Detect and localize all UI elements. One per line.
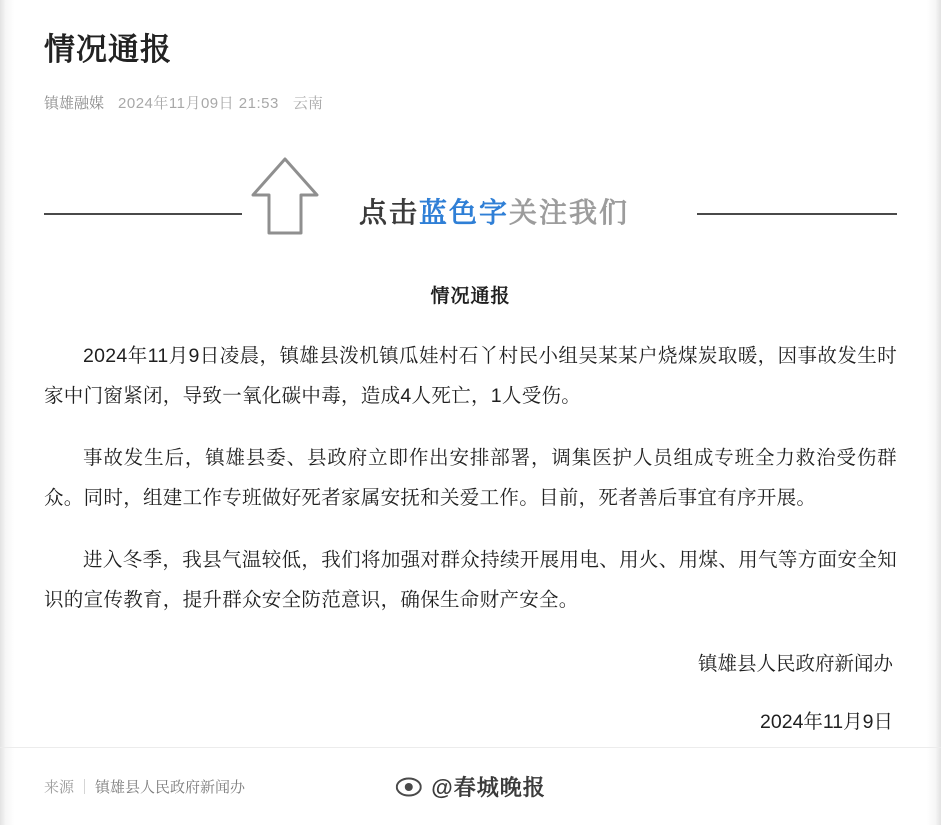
follow-banner-text[interactable]: [359, 191, 629, 231]
body-paragraph-1: 2024年11月9日凌晨，镇雄县泼机镇瓜娃村石丫村民小组吴某某户烧煤炭取暖，因事故发生时家中门窗紧闭，导致一氧化碳中毒，造成4人死亡，1人受伤。: [44, 345, 897, 408]
page-edge-right: [927, 0, 941, 825]
body-paragraph-2: 事故发生后，镇雄县委、县政府立即作出安排部署，调集医护人员组成专班全力救治受伤群众。同时，组建工作专班做好死者家属安抚和关爱工作。目前，死者善后事宜有序开展。: [44, 447, 897, 510]
banner-rule-left: [44, 213, 242, 215]
footer-source-name: 镇雄县人民政府新闻办: [95, 779, 246, 796]
footer-source: [44, 776, 245, 797]
page-title: 情况通报: [44, 32, 172, 67]
footer-divider: [84, 779, 85, 794]
arrow-up-icon: [249, 155, 321, 237]
banner-rule-right: [697, 213, 897, 215]
footer-source-label: 来源: [44, 779, 75, 796]
footer-brand-name: @春城晚报: [431, 775, 546, 800]
article-footer: [0, 747, 941, 825]
banner-segment-3: 关注我们: [509, 196, 630, 230]
signature-date: 2024年11月9日: [760, 711, 893, 734]
article-meta: [44, 92, 897, 113]
meta-source[interactable]: 镇雄融媒: [44, 95, 105, 113]
signature: 镇雄县人民政府新闻办: [697, 653, 893, 676]
document-heading: 情况通报: [430, 286, 511, 308]
body-paragraph-3: 进入冬季，我县气温较低，我们将加强对群众持续开展用电、用火、用煤、用气等方面安全知识的宣传教育，提升群众安全防范意识，确保生命财产安全。: [44, 549, 897, 612]
banner-segment-2: 蓝色字: [419, 196, 510, 230]
meta-datetime: 2024年11月09日 21:53: [118, 95, 279, 113]
weibo-eye-icon: [395, 774, 421, 800]
footer-brand[interactable]: [395, 771, 545, 802]
document-body: [44, 336, 897, 620]
banner-segment-1: 点击: [359, 196, 420, 230]
page-edge-left: [0, 0, 14, 825]
follow-banner: [44, 155, 897, 265]
meta-location: 云南: [292, 95, 323, 113]
